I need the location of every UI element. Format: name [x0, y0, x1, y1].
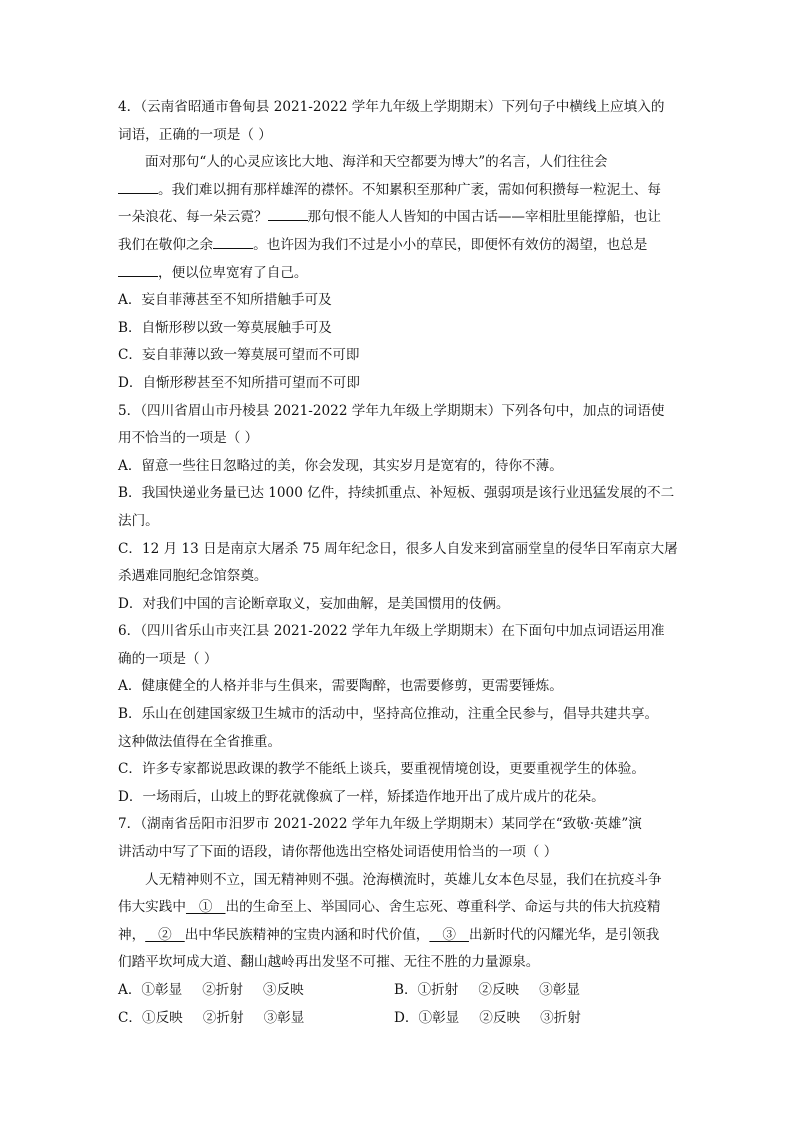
question-6 — [118, 618, 678, 811]
q6-option-a: A．健康健全的人格并非与生俱来，需要陶醉，也需要修剪，更需要锤炼。 — [118, 678, 563, 695]
q4-passage-line-3: 一朵浪花、每一朵云霓？ 那句恨不能人人皆知的中国古话——宰相肚里能撑船，也让 — [118, 209, 661, 226]
q7-option-c: C．①反映 ②折射 ③彰显 — [118, 1009, 305, 1026]
question-7 — [118, 811, 678, 1032]
blank — [118, 181, 158, 194]
q6-stem-line-1: 6．（四川省乐山市夹江县 2021-2022 学年九年级上学期期末）在下面句中加点词语运用准 — [118, 623, 665, 640]
q7-option-d: D．①彰显 ②反映 ③折射 — [394, 1009, 581, 1026]
q4-passage-line-4: 我们在敬仰之余 。也许因为我们不过是小小的草民，即便怀有效仿的渴望，也总是 — [118, 236, 648, 253]
q6-stem-line-2: 确的一项是（ ） — [118, 650, 218, 667]
blank-1: ① — [185, 899, 226, 916]
q5-option-c-line-2: 杀遇难同胞纪念馆祭奠。 — [118, 568, 268, 585]
q7-passage-line-2: 伟大实践中 ① 出的生命至上、举国同心、舍生忘死、尊重科学、命运与共的伟大抗疫精 — [118, 899, 661, 916]
q7-option-b: B．①折射 ②反映 ③彰显 — [394, 982, 580, 998]
q7-passage-line-4: 们踏平坎坷成大道、翻山越岭再出发坚不可摧、无往不胜的力量源泉。 — [118, 954, 540, 971]
q6-option-c: C．许多专家都说思政课的教学不能纸上谈兵，要重视情境创设，更要重视学生的体验。 — [118, 761, 645, 778]
q4-stem-line-1: 4．（云南省昭通市鲁甸县 2021-2022 学年九年级上学期期末）下列句子中横线上应填入的 — [118, 99, 665, 115]
blank — [118, 264, 158, 277]
q7-option-a: A．①彰显 ②折射 ③反映 — [118, 982, 304, 998]
blank — [213, 236, 253, 249]
q7-options-row-2 — [118, 1005, 678, 1033]
blank — [268, 208, 308, 221]
q5-stem-line-2: 用不恰当的一项是（ ） — [118, 430, 259, 447]
q4-option-d: D．自惭形秽甚至不知所措可望而不可即 — [118, 374, 360, 391]
q6-option-b-line-2: 这种做法值得在全省推重。 — [118, 733, 282, 750]
question-5 — [118, 398, 678, 619]
q4-passage-line-1: 面对那句“人的心灵应该比大地、海洋和天空都要为博大”的名言，人们往往会 — [145, 154, 608, 171]
q7-options-row-1 — [118, 977, 678, 1005]
q5-option-b-line-1: B．我国快递业务量已达 1000 亿件，持续抓重点、补短板、强弱项是该行业迅猛发展的不二 — [118, 485, 675, 502]
q4-option-c: C．妄自菲薄以致一筹莫展可望而不可即 — [118, 347, 360, 364]
q4-stem-line-2: 词语，正确的一项是（ ） — [118, 126, 272, 143]
q4-option-b: B．自惭形秽以致一筹莫展触手可及 — [118, 319, 332, 336]
question-4 — [118, 94, 678, 398]
q5-option-b-line-2: 法门。 — [118, 512, 159, 529]
blank-2: ② — [145, 926, 185, 943]
q5-option-a: A．留意一些往日忽略过的美，你会发现，其实岁月是宽宥的，待你不薄。 — [118, 457, 563, 474]
exam-page — [118, 94, 678, 1032]
q4-passage-line-5: ，便以位卑宽宥了自己。 — [118, 260, 678, 288]
q5-option-d: D．对我们中国的言论断章取义，妄加曲解，是美国惯用的伎俩。 — [118, 595, 510, 612]
q6-option-b-line-1: B．乐山在创建国家级卫生城市的活动中，坚持高位推动，注重全民参与，倡导共建共享。 — [118, 706, 659, 723]
q5-stem-line-1: 5．（四川省眉山市丹棱县 2021-2022 学年九年级上学期期末）下列各句中，加点的词语使 — [118, 402, 665, 419]
q5-option-c-line-1: C．12 月 13 日是南京大屠杀 75 周年纪念日，很多人自发来到富丽堂皇的侵华日军南京大屠 — [118, 540, 678, 557]
q7-stem-line-1: 7．（湖南省岳阳市汨罗市 2021-2022 学年九年级上学期期末）某同学在“致敬·英雄”演 — [118, 816, 642, 833]
q4-option-a: A．妄自菲薄甚至不知所措触手可及 — [118, 292, 332, 309]
blank-3: ③ — [429, 926, 469, 943]
q6-option-d: D．一场雨后，山坡上的野花就像疯了一样，矫揉造作地开出了成片成片的花朵。 — [118, 788, 605, 805]
q7-passage-line-1: 人无精神则不立，国无精神则不强。沧海横流时，英雄儿女本色尽显，我们在抗疫斗争 — [145, 871, 662, 888]
q7-stem-line-2: 讲活动中写了下面的语段，请你帮他选出空格处词语使用恰当的一项（ ） — [118, 844, 558, 861]
q4-passage-line-2: 。我们难以拥有那样雄浑的襟怀。不知累积至那种广袤，需如何积攒每一粒泥土、每 — [118, 177, 678, 205]
q7-passage-line-3: 神， ② 出中华民族精神的宝贵内涵和时代价值， ③ 出新时代的闪耀光华，是引领我 — [118, 926, 660, 943]
